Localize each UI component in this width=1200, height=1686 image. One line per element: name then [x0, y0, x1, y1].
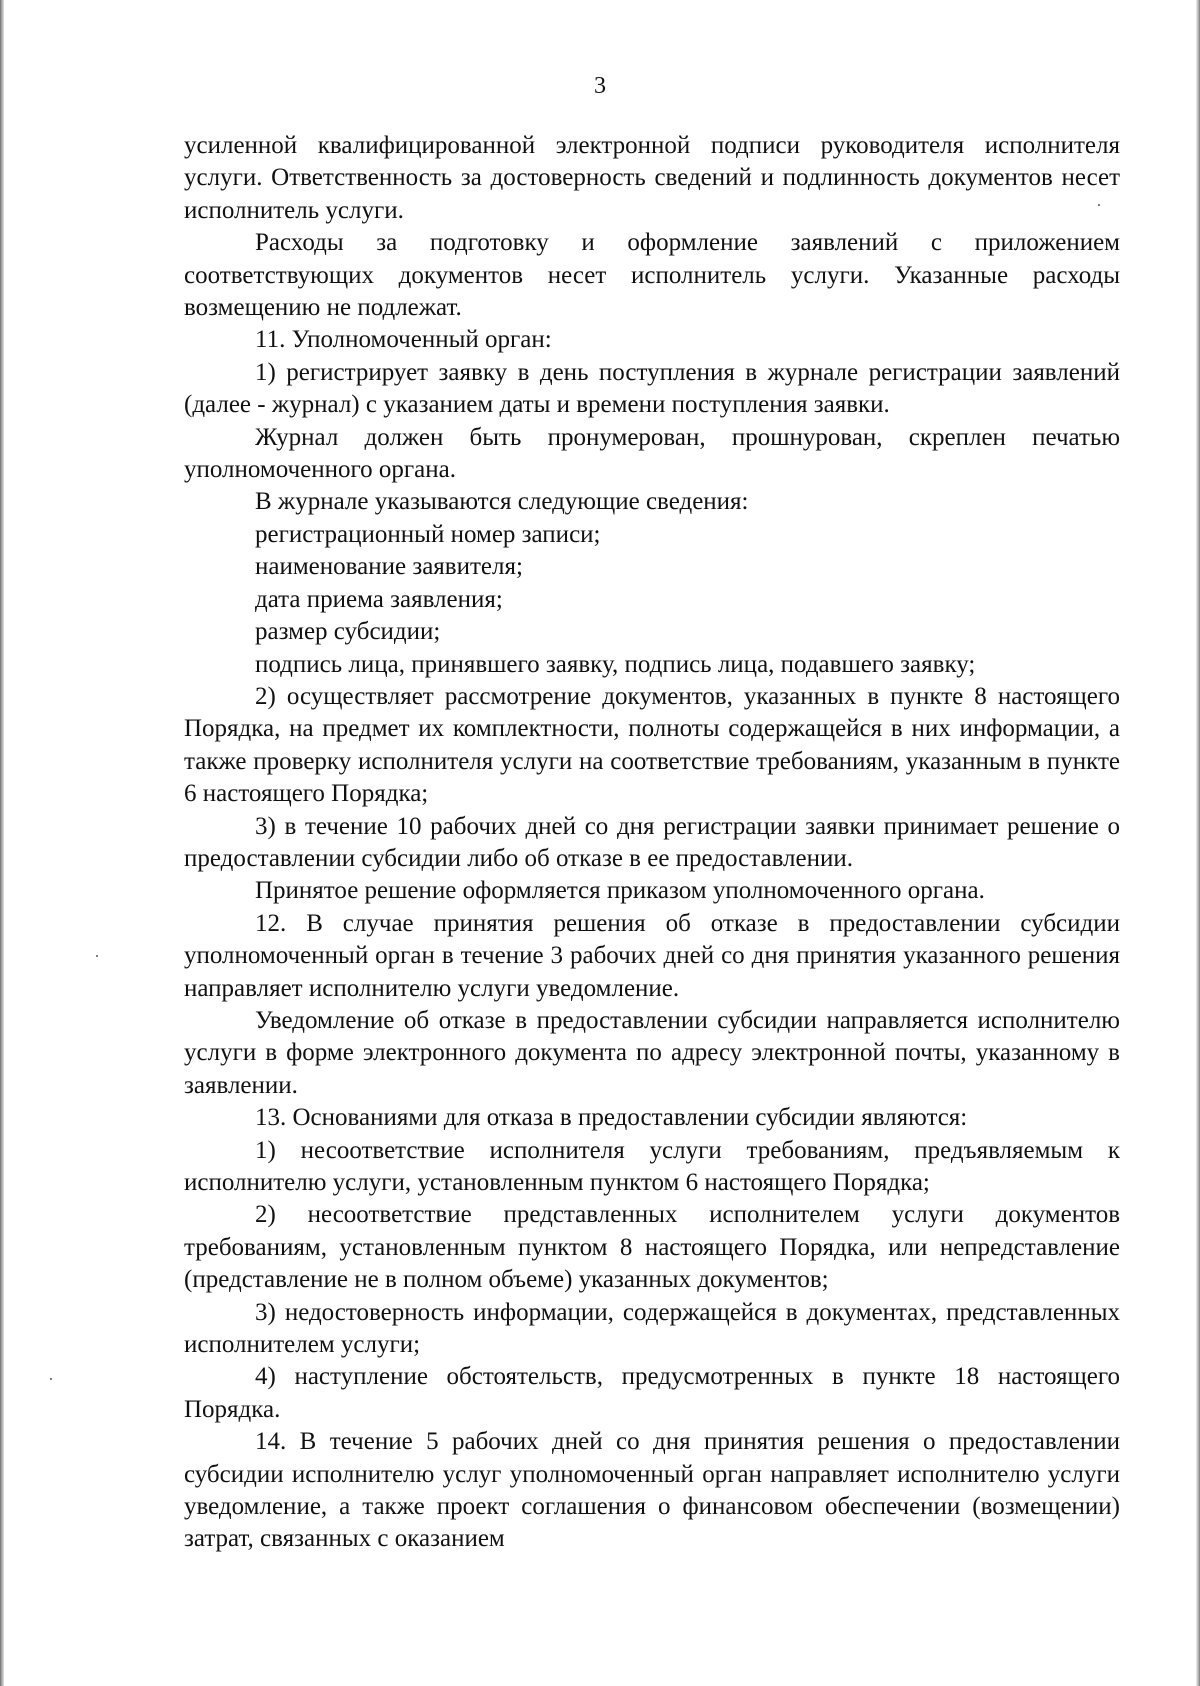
document-body [184, 130, 1120, 1556]
journal-field-signatures: подпись лица, принявшего заявку, подпись лица, подавшего заявку; [255, 650, 976, 678]
scan-speck [1098, 204, 1100, 206]
journal-field-application-date: дата приема заявления; [255, 585, 503, 613]
paragraph-continuation: усиленной квалифицированной электронной подписи руководителя исполнителя услуги. Ответственность за достоверность сведений и подлинность документов несет исполнитель услуги. [184, 132, 1120, 224]
journal-field-applicant-name: наименование заявителя; [255, 553, 523, 581]
clause-11-heading: 11. Уполномоченный орган: [255, 326, 552, 354]
scan-speck [50, 1378, 52, 1380]
paragraph-refusal-notice: Уведомление об отказе в предоставлении субсидии направляется исполнителю услуги в форме электронного документа по адресу электронной почты, указанному в заявлении. [184, 1006, 1120, 1099]
paragraph-decision: Принятое решение оформляется приказом уполномоченного органа. [255, 877, 985, 905]
clause-12: 12. В случае принятия решения об отказе в предоставлении субсидии уполномоченный орган в течение 3 рабочих дней со дня принятия указанного решения направляет исполнителю услуги уведомление. [184, 909, 1120, 1002]
clause-11-item-3: 3) в течение 10 рабочих дней со дня регистрации заявки принимает решение о предоставлении субсидии либо об отказе в ее предоставлении. [184, 812, 1120, 872]
journal-field-record-number: регистрационный номер записи; [255, 520, 601, 548]
scan-edge-right [1196, 0, 1200, 1686]
clause-14: 14. В течение 5 рабочих дней со дня принятия решения о предоставлении субсидии исполнителю услуг уполномоченный орган направляет исполнителю услуги уведомление, а также проект соглашения о финансовом обеспечении (возмещении) затрат, связанных с оказанием [184, 1428, 1120, 1553]
scan-edge-left [0, 0, 4, 1686]
clause-11-item-2: 2) осуществляет рассмотрение документов, указанных в пункте 8 настоящего Порядка, на предмет их комплектности, полноты содержащейся в них информации, а также проверку исполнителя услуги на соответствие требованиям, указанным в пункте 6 настоящего Порядка; [184, 682, 1120, 808]
paragraph-journal: Журнал должен быть пронумерован, прошнурован, скреплен печатью уполномоченного органа. [184, 423, 1120, 484]
scan-speck [96, 955, 98, 957]
clause-13-item-2: 2) несоответствие представленных исполнителем услуги документов требованиям, установленным пунктом 8 настоящего Порядка, или непредставление (представление не в полном объеме) указанных документов; [184, 1201, 1120, 1294]
clause-13-heading: 13. Основаниями для отказа в предоставлении субсидии являются: [255, 1104, 968, 1132]
clause-13-item-1: 1) несоответствие исполнителя услуги требованиям, предъявляемым к исполнителю услуги, установленным пунктом 6 настоящего Порядка; [184, 1136, 1120, 1196]
clause-11-item-1: 1) регистрирует заявку в день поступления в журнале регистрации заявлений (далее - журнал) с указанием даты и времени поступления заявки. [184, 358, 1120, 419]
clause-13-item-4: 4) наступление обстоятельств, предусмотренных в пункте 18 настоящего Порядка. [184, 1363, 1120, 1423]
paragraph-expenses: Расходы за подготовку и оформление заявлений с приложением соответствующих документов несет исполнитель услуги. Указанные расходы возмещению не подлежат. [184, 229, 1120, 322]
page-number: 3 [594, 73, 606, 99]
journal-fields-intro: В журнале указываются следующие сведения: [255, 488, 749, 516]
clause-13-item-3: 3) недостоверность информации, содержащейся в документах, представленных исполнителем услуги; [184, 1298, 1120, 1359]
journal-field-subsidy-size: размер субсидии; [255, 618, 441, 646]
